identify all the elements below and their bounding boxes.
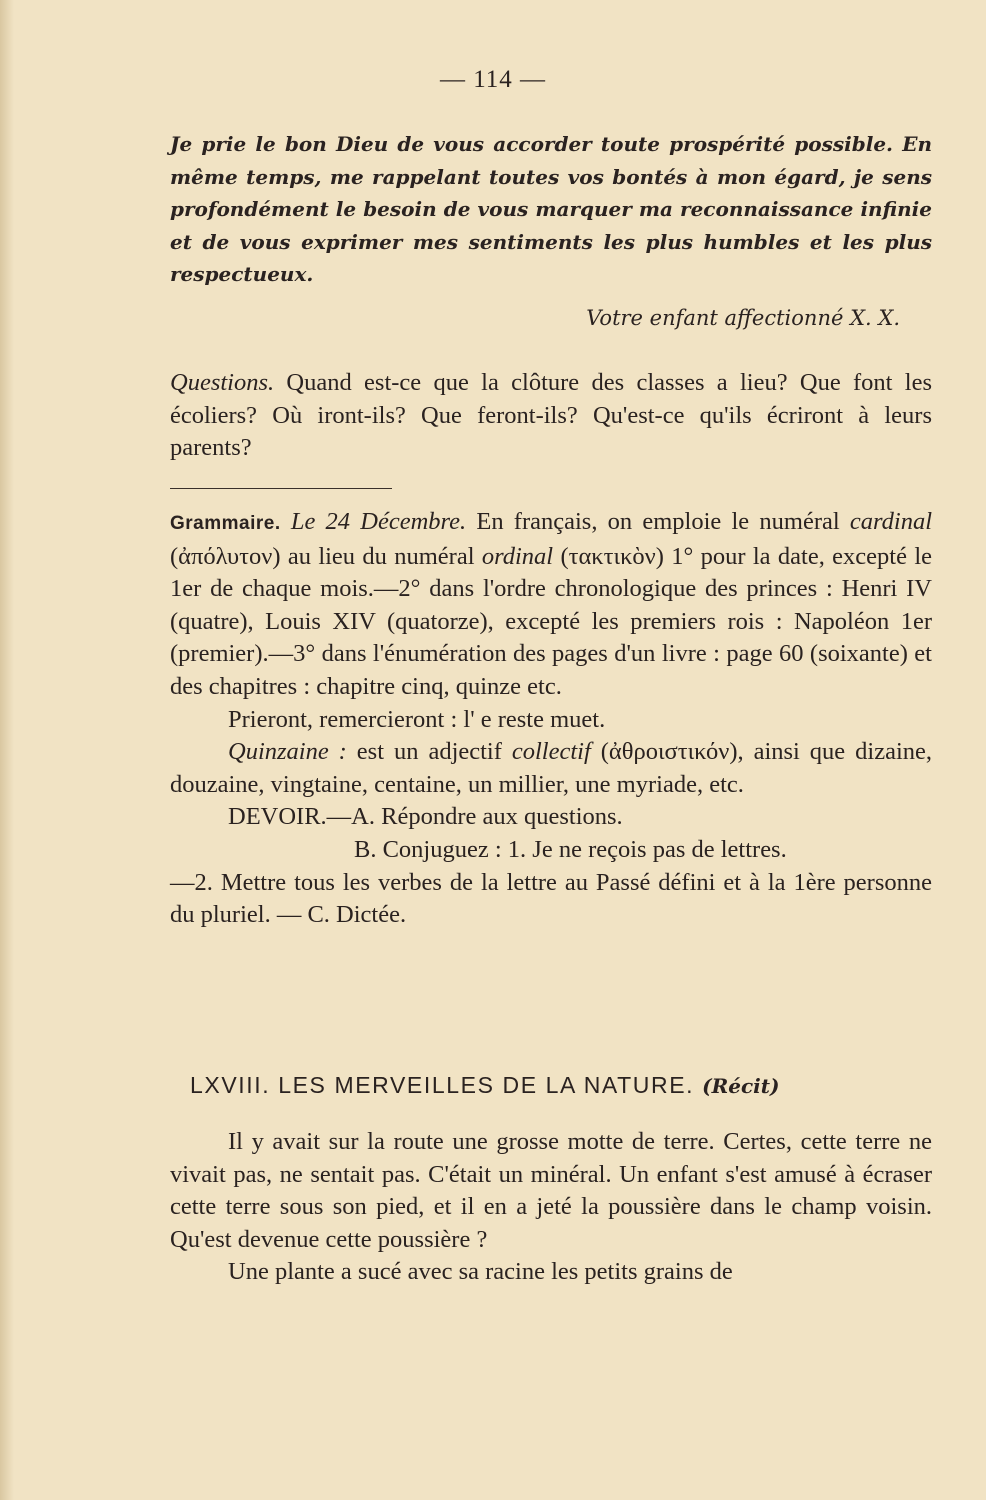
term-quinzaine: Quinzaine : (228, 738, 347, 766)
chapter-heading-sub: (Récit) (702, 1074, 780, 1098)
devoir-rest: —2. Mettre tous les verbes de la lettre au Passé défini et à la 1ère personne du pluriel. — C. Dictée. (170, 868, 932, 929)
grammar-label: Grammaire. (170, 513, 281, 534)
term-ordinal: ordinal (481, 542, 554, 570)
section-divider (170, 488, 392, 489)
grammar-text-2: (ἀπόλυτον) au lieu du numéral (170, 542, 482, 570)
prieront-line: Prieront, remercieront : l' e reste muet. (228, 705, 606, 733)
grammar-section (170, 506, 932, 932)
term-collectif: collectif (511, 738, 591, 766)
grammar-text-4: est un adjectif (346, 738, 512, 766)
devoir-a: DEVOIR.—A. Répondre aux questions. (228, 803, 623, 831)
questions-text: Quand est-ce que la clôture des classes a lieu? Que font les écoliers? Où iront-ils? Que feront-ils? Qu'est-ce qu'ils écriront à leurs parents? (170, 369, 932, 462)
questions-paragraph (170, 367, 932, 465)
page-number: — 114 — (439, 66, 547, 93)
chapter-heading-title: LXVIII. LES MERVEILLES DE LA NATURE. (190, 1072, 703, 1098)
letter-signature: Votre enfant affectionné X. X. (586, 306, 900, 330)
grammar-paragraph (170, 506, 932, 704)
quinzaine-paragraph (170, 736, 932, 801)
term-cardinal: cardinal (849, 508, 933, 535)
devoir-b: B. Conjuguez : 1. Je ne reçois pas de lettres. (354, 835, 787, 863)
chapter-heading (190, 1072, 942, 1099)
letter-paragraph: Je prie le bon Dieu de vous accorder toute prospérité possible. En même temps, me rappelant toutes vos bontés à mon égard, je sens profondément le besoin de vous marquer ma reconnaissance infinie et de vous exprimer mes sentiments les plus humbles et les plus respectueux. (170, 132, 932, 287)
questions-label: Questions. (170, 369, 275, 396)
story-paragraph-2: Une plante a sucé avec sa racine les petits grains de (228, 1258, 733, 1286)
binding-shadow (0, 0, 14, 1500)
grammar-text-3: (τακτικὸν) 1° pour la date, excepté le 1er de chaque mois.—2° dans l'ordre chronologique des princes : Henri IV (quatre), Louis XIV (quatorze), excepté les premiers rois : Napoléon 1er (premier).—3° dans l'énumération des pages d'un livre : page 60 (soixante) et des chapitres : chapitre cinq, quinze etc. (170, 542, 932, 700)
grammar-text-1: En français, on emploie le numéral (466, 508, 850, 535)
story-paragraph-1: Il y avait sur la route une grosse motte de terre. Certes, cette terre ne vivait pas, ne sentait pas. C'était un minéral. Un enfant s'est amusé à écraser cette terre sous son pied, et il en a jeté la poussière dans le champ voisin. Qu'est devenue cette poussière ? (170, 1128, 932, 1253)
grammar-date-title: Le 24 Décembre. (290, 508, 467, 535)
story-section (170, 1126, 932, 1289)
grammar-text-5: (ἀθροιστικόν), ainsi que dizaine, douzaine, vingtaine, centaine, un millier, une myriade, etc. (170, 738, 932, 798)
